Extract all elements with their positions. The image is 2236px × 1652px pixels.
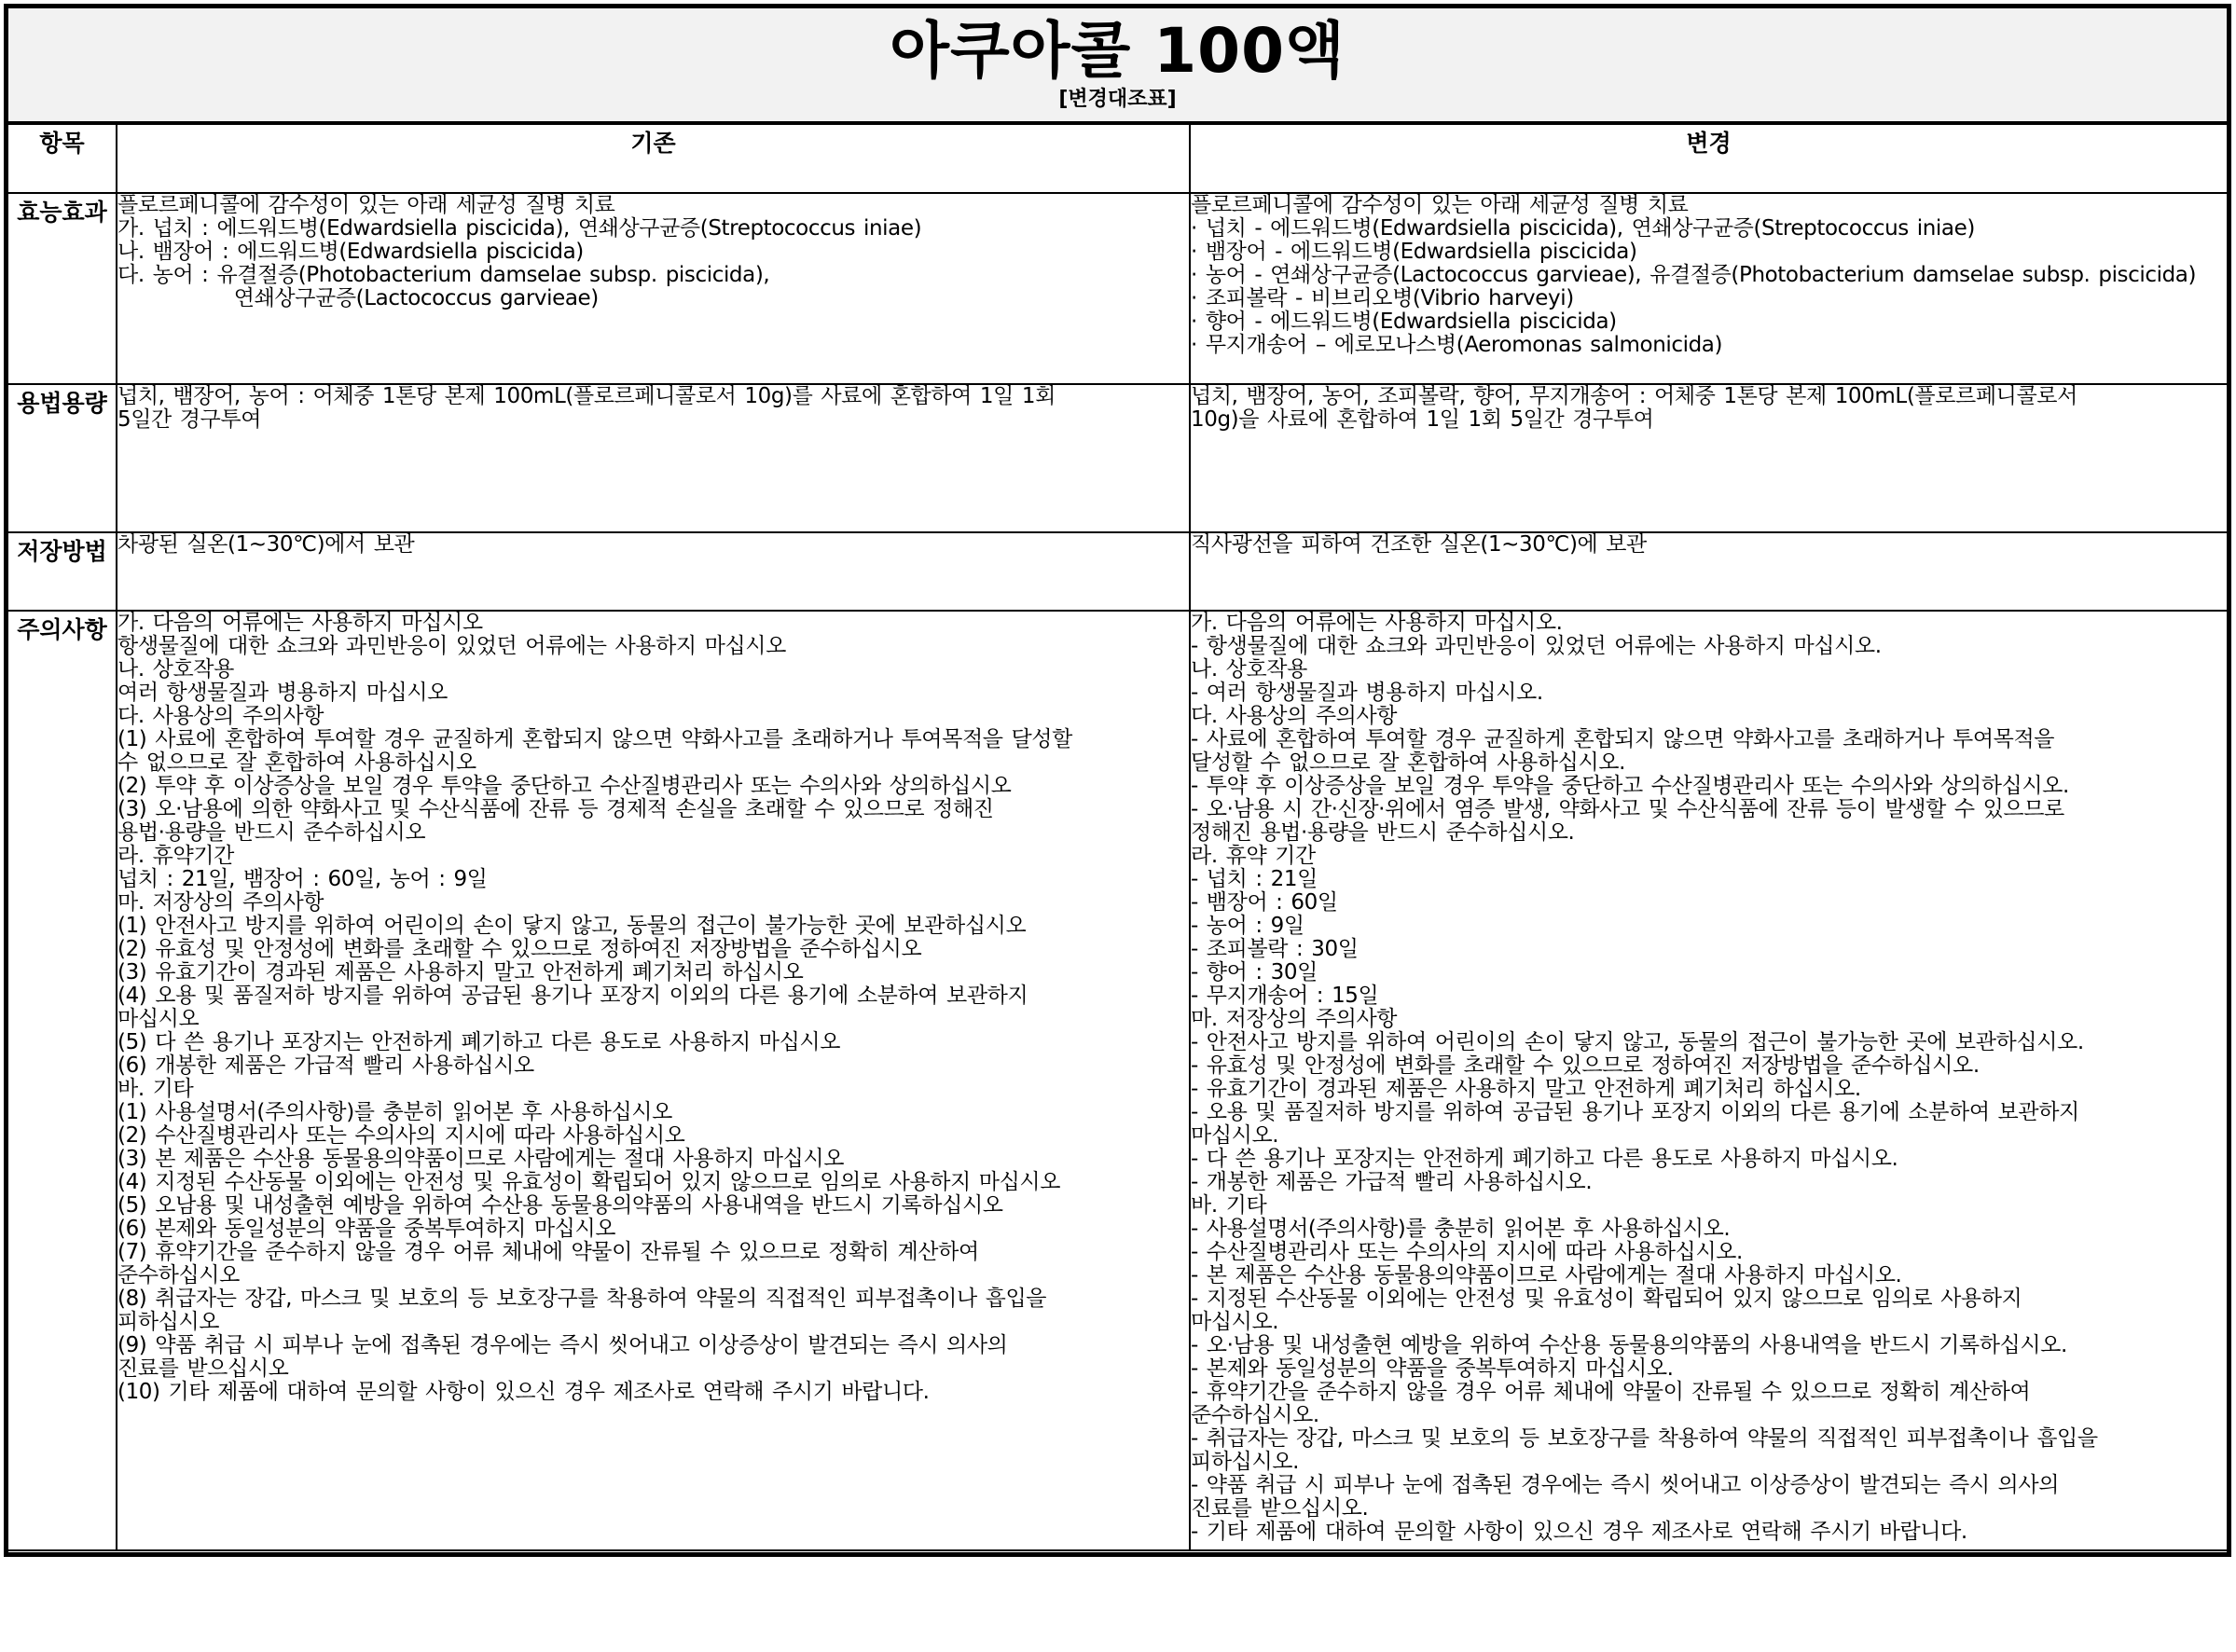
row-storage [8, 532, 2227, 611]
text-line: · 농어 - 연쇄상구균증(Lactococcus garvieae), 유결절증(Photobacterium damselae subsp. piscicida) [1191, 263, 2197, 287]
text-line: 용법·용량을 반드시 준수하십시오 [117, 820, 426, 845]
text-line: 가. 다음의 어류에는 사용하지 마십시오. [1191, 611, 1563, 635]
text-line: - 오·남용 및 내성출현 예방을 위하여 수산용 동물용의약품의 사용내역을 반드시 기록하십시오. [1191, 1333, 2067, 1357]
text-line: - 오·남용 시 간·신장·위에서 염증 발생, 약화사고 및 수산식품에 잔류 등이 발생할 수 있으므로 [1191, 797, 2064, 821]
text-line: (6) 본제와 동일성분의 약품을 중복투여하지 마십시오 [117, 1217, 616, 1241]
row-label: 효능효과 [8, 193, 117, 384]
text-line: 라. 휴약기간 [117, 844, 234, 868]
text-line: (4) 지정된 수산동물 이외에는 안전성 및 유효성이 확립되어 있지 않으므로 임의로 사용하지 마십시오 [117, 1170, 1061, 1194]
text-line: - 본 제품은 수산용 동물용의약품이므로 사람에게는 절대 사용하지 마십시오. [1191, 1263, 1902, 1287]
text-line: - 유효성 및 안정성에 변화를 초래할 수 있으므로 정하여진 저장방법을 준수하십시오. [1191, 1053, 1980, 1078]
text-line: 바. 기타 [1191, 1193, 1267, 1218]
text-line: 마. 저장상의 주의사항 [1191, 1007, 1398, 1031]
row-dosage [8, 384, 2227, 532]
text-line: 나. 상호작용 [117, 657, 234, 681]
text-line: - 사용설명서(주의사항)를 충분히 읽어본 후 사용하십시오. [1191, 1217, 1731, 1241]
text-line: (1) 사용설명서(주의사항)를 충분히 읽어본 후 사용하십시오 [117, 1100, 672, 1124]
text-line: (10) 기타 제품에 대하여 문의할 사항이 있으신 경우 제조사로 연락해 주시기 바랍니다. [117, 1380, 930, 1404]
text-line: (7) 휴약기간을 준수하지 않을 경우 어류 체내에 약물이 잔류될 수 있으므로 정확히 계산하여 [117, 1240, 979, 1264]
text-line: 진료를 받으십시오 [117, 1356, 289, 1381]
before-cell [117, 384, 1190, 532]
text-line: 다. 사용상의 주의사항 [117, 704, 324, 728]
table-header-row [8, 125, 2227, 193]
text-line: 넙치, 뱀장어, 농어 : 어체중 1톤당 본제 100mL(플로르페니콜로서 10g)를 사료에 혼합하여 1일 1회 [117, 384, 1056, 408]
header-after: 변경 [1190, 125, 2227, 193]
text-line: - 취급자는 장갑, 마스크 및 보호의 등 보호장구를 착용하여 약물의 직접적인 피부접촉이나 흡입을 [1191, 1426, 2098, 1451]
text-line: · 무지개송어 – 에로모나스병(Aeromonas salmonicida) [1191, 333, 1723, 357]
text-line: (1) 안전사고 방지를 위하여 어린이의 손이 닿지 않고, 동물의 접근이 불가능한 곳에 보관하십시오 [117, 914, 1027, 938]
text-line: - 개봉한 제품은 가급적 빨리 사용하십시오. [1191, 1170, 1593, 1194]
text-line: 넙치 : 21일, 뱀장어 : 60일, 농어 : 9일 [117, 867, 488, 891]
text-line: - 안전사고 방지를 위하여 어린이의 손이 닿지 않고, 동물의 접근이 불가능한 곳에 보관하십시오. [1191, 1030, 2084, 1054]
text-line: · 조피볼락 - 비브리오병(Vibrio harveyi) [1191, 286, 1574, 310]
text-line: 플로르페니콜에 감수성이 있는 아래 세균성 질병 치료 [1191, 193, 1689, 217]
text-line: 연쇄상구균증(Lactococcus garvieae) [117, 286, 599, 310]
text-line: - 기타 제품에 대하여 문의할 사항이 있으신 경우 제조사로 연락해 주시기 바랍니다. [1191, 1520, 1967, 1544]
text-line: - 투약 후 이상증상을 보일 경우 투약을 중단하고 수산질병관리사 또는 수의사와 상의하십시오. [1191, 774, 2069, 798]
text-line: 준수하십시오. [1191, 1403, 1319, 1427]
text-line: - 수산질병관리사 또는 수의사의 지시에 따라 사용하십시오. [1191, 1240, 1743, 1264]
text-line: 가. 다음의 어류에는 사용하지 마십시오 [117, 611, 483, 635]
text-line: 10g)을 사료에 혼합하여 1일 1회 5일간 경구투여 [1191, 407, 1654, 432]
text-line: 마십시오. [1191, 1310, 1279, 1334]
text-line: (2) 투약 후 이상증상을 보일 경우 투약을 중단하고 수산질병관리사 또는 수의사와 상의하십시오 [117, 774, 1012, 798]
after-cell [1190, 384, 2227, 532]
after-cell [1190, 611, 2227, 1550]
text-line: - 사료에 혼합하여 투여할 경우 균질하게 혼합되지 않으면 약화사고를 초래하거나 투여목적을 [1191, 727, 2055, 751]
text-line: (2) 유효성 및 안정성에 변화를 초래할 수 있으므로 정하여진 저장방법을 준수하십시오 [117, 937, 922, 961]
text-line: 수 없으므로 잘 혼합하여 사용하십시오 [117, 750, 476, 775]
text-line: 피하십시오 [117, 1310, 220, 1334]
text-line: 준수하십시오 [117, 1263, 240, 1287]
row-precautions [8, 611, 2227, 1550]
text-line: (1) 사료에 혼합하여 투여할 경우 균질하게 혼합되지 않으면 약화사고를 초래하거나 투여목적을 달성할 [117, 727, 1072, 751]
after-cell [1190, 193, 2227, 384]
text-line: 정해진 용법·용량을 반드시 준수하십시오. [1191, 820, 1575, 845]
text-line: · 넙치 - 에드워드병(Edwardsiella piscicida), 연쇄상구균증(Streptococcus iniae) [1191, 216, 1975, 241]
text-line: - 항생물질에 대한 쇼크와 과민반응이 있었던 어류에는 사용하지 마십시오. [1191, 634, 1882, 658]
text-line: (2) 수산질병관리사 또는 수의사의 지시에 따라 사용하십시오 [117, 1123, 685, 1148]
text-line: (9) 약품 취급 시 피부나 눈에 접촉된 경우에는 즉시 씻어내고 이상증상이 발견되는 즉시 의사의 [117, 1333, 1008, 1357]
before-cell [117, 532, 1190, 611]
text-line: - 무지개송어 : 15일 [1191, 984, 1379, 1008]
text-line: 나. 뱀장어 : 에드워드병(Edwardsiella piscicida) [117, 240, 584, 264]
before-cell [117, 611, 1190, 1550]
text-line: 마십시오. [1191, 1123, 1279, 1148]
text-line: · 뱀장어 - 에드워드병(Edwardsiella piscicida) [1191, 240, 1637, 264]
row-label: 주의사항 [8, 611, 117, 1550]
text-line: (3) 오·남용에 의한 약화사고 및 수산식품에 잔류 등 경제적 손실을 초래할 수 있으므로 정해진 [117, 797, 994, 821]
header-item: 항목 [8, 125, 117, 193]
text-line: - 다 쓴 용기나 포장지는 안전하게 폐기하고 다른 용도로 사용하지 마십시오. [1191, 1147, 1898, 1171]
before-cell [117, 193, 1190, 384]
text-line: - 약품 취급 시 피부나 눈에 접촉된 경우에는 즉시 씻어내고 이상증상이 발견되는 즉시 의사의 [1191, 1473, 2060, 1497]
text-line: 다. 농어 : 유결절증(Photobacterium damselae subsp. piscicida), [117, 263, 770, 287]
text-line: (3) 유효기간이 경과된 제품은 사용하지 말고 안전하게 폐기처리 하십시오 [117, 960, 804, 984]
text-line: 가. 넙치 : 에드워드병(Edwardsiella piscicida), 연쇄상구균증(Streptococcus iniae) [117, 216, 922, 241]
text-line: 진료를 받으십시오. [1191, 1496, 1369, 1521]
text-line: 마. 저장상의 주의사항 [117, 890, 324, 915]
text-line: - 여러 항생물질과 병용하지 마십시오. [1191, 681, 1543, 705]
text-line: 항생물질에 대한 쇼크와 과민반응이 있었던 어류에는 사용하지 마십시오 [117, 634, 786, 658]
text-line: (5) 오남용 및 내성출현 예방을 위하여 수산용 동물용의약품의 사용내역을 반드시 기록하십시오 [117, 1193, 1003, 1218]
text-line: 나. 상호작용 [1191, 657, 1307, 681]
text-line: - 지정된 수산동물 이외에는 안전성 및 유효성이 확립되어 있지 않으므로 임의로 사용하지 [1191, 1287, 2022, 1311]
text-line: - 유효기간이 경과된 제품은 사용하지 말고 안전하게 폐기처리 하십시오. [1191, 1077, 1861, 1101]
text-line: 넙치, 뱀장어, 농어, 조피볼락, 향어, 무지개송어 : 어체중 1톤당 본제 100mL(플로르페니콜로서 [1191, 384, 2077, 408]
text-line: 바. 기타 [117, 1077, 194, 1101]
text-line: 달성할 수 없으므로 잘 혼합하여 사용하십시오. [1191, 750, 1626, 775]
text-line: - 농어 : 9일 [1191, 914, 1304, 938]
text-line: - 오용 및 품질저하 방지를 위하여 공급된 용기나 포장지 이외의 다른 용기에 소분하여 보관하지 [1191, 1100, 2079, 1124]
text-line: - 조피볼락 : 30일 [1191, 937, 1359, 961]
text-line: (6) 개봉한 제품은 가급적 빨리 사용하십시오 [117, 1053, 534, 1078]
text-line: 여러 항생물질과 병용하지 마십시오 [117, 681, 449, 705]
text-line: (5) 다 쓴 용기나 포장지는 안전하게 폐기하고 다른 용도로 사용하지 마십시오 [117, 1030, 841, 1054]
text-line: · 향어 - 에드워드병(Edwardsiella piscicida) [1191, 310, 1617, 334]
text-line: - 뱀장어 : 60일 [1191, 890, 1338, 915]
text-line: 피하십시오. [1191, 1450, 1300, 1474]
text-line: (8) 취급자는 장갑, 마스크 및 보호의 등 보호장구를 착용하여 약물의 직접적인 피부접촉이나 흡입을 [117, 1287, 1047, 1311]
row-label: 저장방법 [8, 532, 117, 611]
row-efficacy [8, 193, 2227, 384]
text-line: 마십시오 [117, 1007, 200, 1031]
header-before: 기존 [117, 125, 1190, 193]
document-subtitle: [변경대조표] [1058, 88, 1177, 111]
text-line: 라. 휴약 기간 [1191, 844, 1316, 868]
comparison-document [4, 4, 2231, 1557]
text-line: (4) 오용 및 품질저하 방지를 위하여 공급된 용기나 포장지 이외의 다른 용기에 소분하여 보관하지 [117, 984, 1028, 1008]
text-line: 직사광선을 피하여 건조한 실온(1~30℃)에 보관 [1191, 532, 1647, 557]
after-cell [1190, 532, 2227, 611]
text-line: - 본제와 동일성분의 약품을 중복투여하지 마십시오. [1191, 1356, 1674, 1381]
document-title: 아쿠아콜 100액 [890, 15, 1346, 87]
text-line: 차광된 실온(1~30℃)에서 보관 [117, 532, 415, 557]
comparison-table [8, 125, 2227, 1551]
text-line: - 넙치 : 21일 [1191, 867, 1318, 891]
text-line: - 향어 : 30일 [1191, 960, 1318, 984]
text-line: - 휴약기간을 준수하지 않을 경우 어류 체내에 약물이 잔류될 수 있으므로 정확히 계산하여 [1191, 1380, 2031, 1404]
title-header [8, 8, 2227, 125]
text-line: 다. 사용상의 주의사항 [1191, 704, 1398, 728]
text-line: (3) 본 제품은 수산용 동물용의약품이므로 사람에게는 절대 사용하지 마십시오 [117, 1147, 845, 1171]
text-line: 플로르페니콜에 감수성이 있는 아래 세균성 질병 치료 [117, 193, 615, 217]
row-label: 용법용량 [8, 384, 117, 532]
text-line: 5일간 경구투여 [117, 407, 262, 432]
